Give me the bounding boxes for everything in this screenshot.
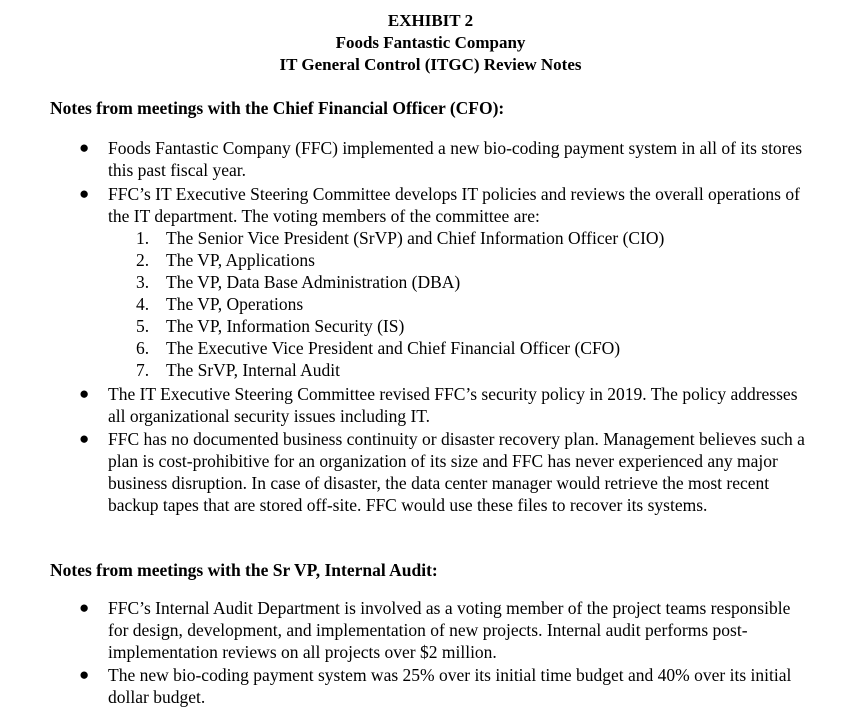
member-number: 5. bbox=[136, 316, 150, 336]
bullet-icon: ● bbox=[79, 429, 90, 448]
committee-member-item bbox=[0, 337, 861, 359]
internal-audit-notes-heading: Notes from meetings with the Sr VP, Internal Audit: bbox=[50, 560, 438, 580]
bullet-text: The new bio-coding payment system was 25% over its initial time budget and 40% over its initial dollar budget. bbox=[108, 665, 792, 707]
committee-member-item bbox=[0, 293, 861, 315]
member-number: 6. bbox=[136, 338, 150, 358]
bullet-text: The IT Executive Steering Committee revised FFC’s security policy in 2019. The policy addresses all organizational security issues including IT. bbox=[108, 384, 798, 426]
member-name: The VP, Applications bbox=[166, 250, 315, 270]
company-name: Foods Fantastic Company bbox=[335, 33, 526, 52]
member-number: 2. bbox=[136, 250, 150, 270]
bullet-icon: ● bbox=[79, 598, 90, 617]
member-name: The VP, Information Security (IS) bbox=[166, 316, 405, 336]
bullet-text: Foods Fantastic Company (FFC) implemented a new bio-coding payment system in all of its stores this past fiscal year. bbox=[108, 138, 803, 180]
member-number: 4. bbox=[136, 294, 150, 314]
bullet-text: FFC has no documented business continuity or disaster recovery plan. Management believes such a plan is cost-prohibitive for an organization of its size and FFC has never experienced any major business disruption. In case of disaster, the data center manager would retrieve the most recent backup tapes that are stored off-site. FFC would use these files to recover its systems. bbox=[108, 429, 805, 515]
member-number: 7. bbox=[136, 360, 150, 380]
document-title: IT General Control (ITGC) Review Notes bbox=[279, 55, 582, 74]
member-name: The SrVP, Internal Audit bbox=[166, 360, 341, 380]
member-name: The Executive Vice President and Chief Financial Officer (CFO) bbox=[166, 338, 621, 358]
bullet-text: FFC’s IT Executive Steering Committee develops IT policies and reviews the overall operations of the IT department. The voting members of the committee are: bbox=[108, 184, 800, 226]
bullet-icon: ● bbox=[79, 184, 90, 203]
committee-member-item bbox=[0, 271, 861, 293]
committee-member-item bbox=[0, 359, 861, 381]
member-number: 3. bbox=[136, 272, 150, 292]
exhibit-label: EXHIBIT 2 bbox=[387, 11, 474, 30]
bullet-icon: ● bbox=[79, 138, 90, 157]
member-number: 1. bbox=[136, 228, 150, 248]
member-name: The VP, Operations bbox=[166, 294, 304, 314]
member-name: The Senior Vice President (SrVP) and Chief Information Officer (CIO) bbox=[166, 228, 665, 248]
committee-member-item bbox=[0, 249, 861, 271]
committee-member-item bbox=[0, 227, 861, 249]
committee-member-item bbox=[0, 315, 861, 337]
cfo-notes-heading: Notes from meetings with the Chief Financial Officer (CFO): bbox=[50, 98, 505, 118]
bullet-icon: ● bbox=[79, 665, 90, 684]
bullet-icon: ● bbox=[79, 384, 90, 403]
member-name: The VP, Data Base Administration (DBA) bbox=[166, 272, 461, 292]
bullet-text: FFC’s Internal Audit Department is involved as a voting member of the project teams responsible for design, development, and implementation of new projects. Internal audit performs post-implementation reviews on all projects over $2 million. bbox=[108, 598, 791, 662]
